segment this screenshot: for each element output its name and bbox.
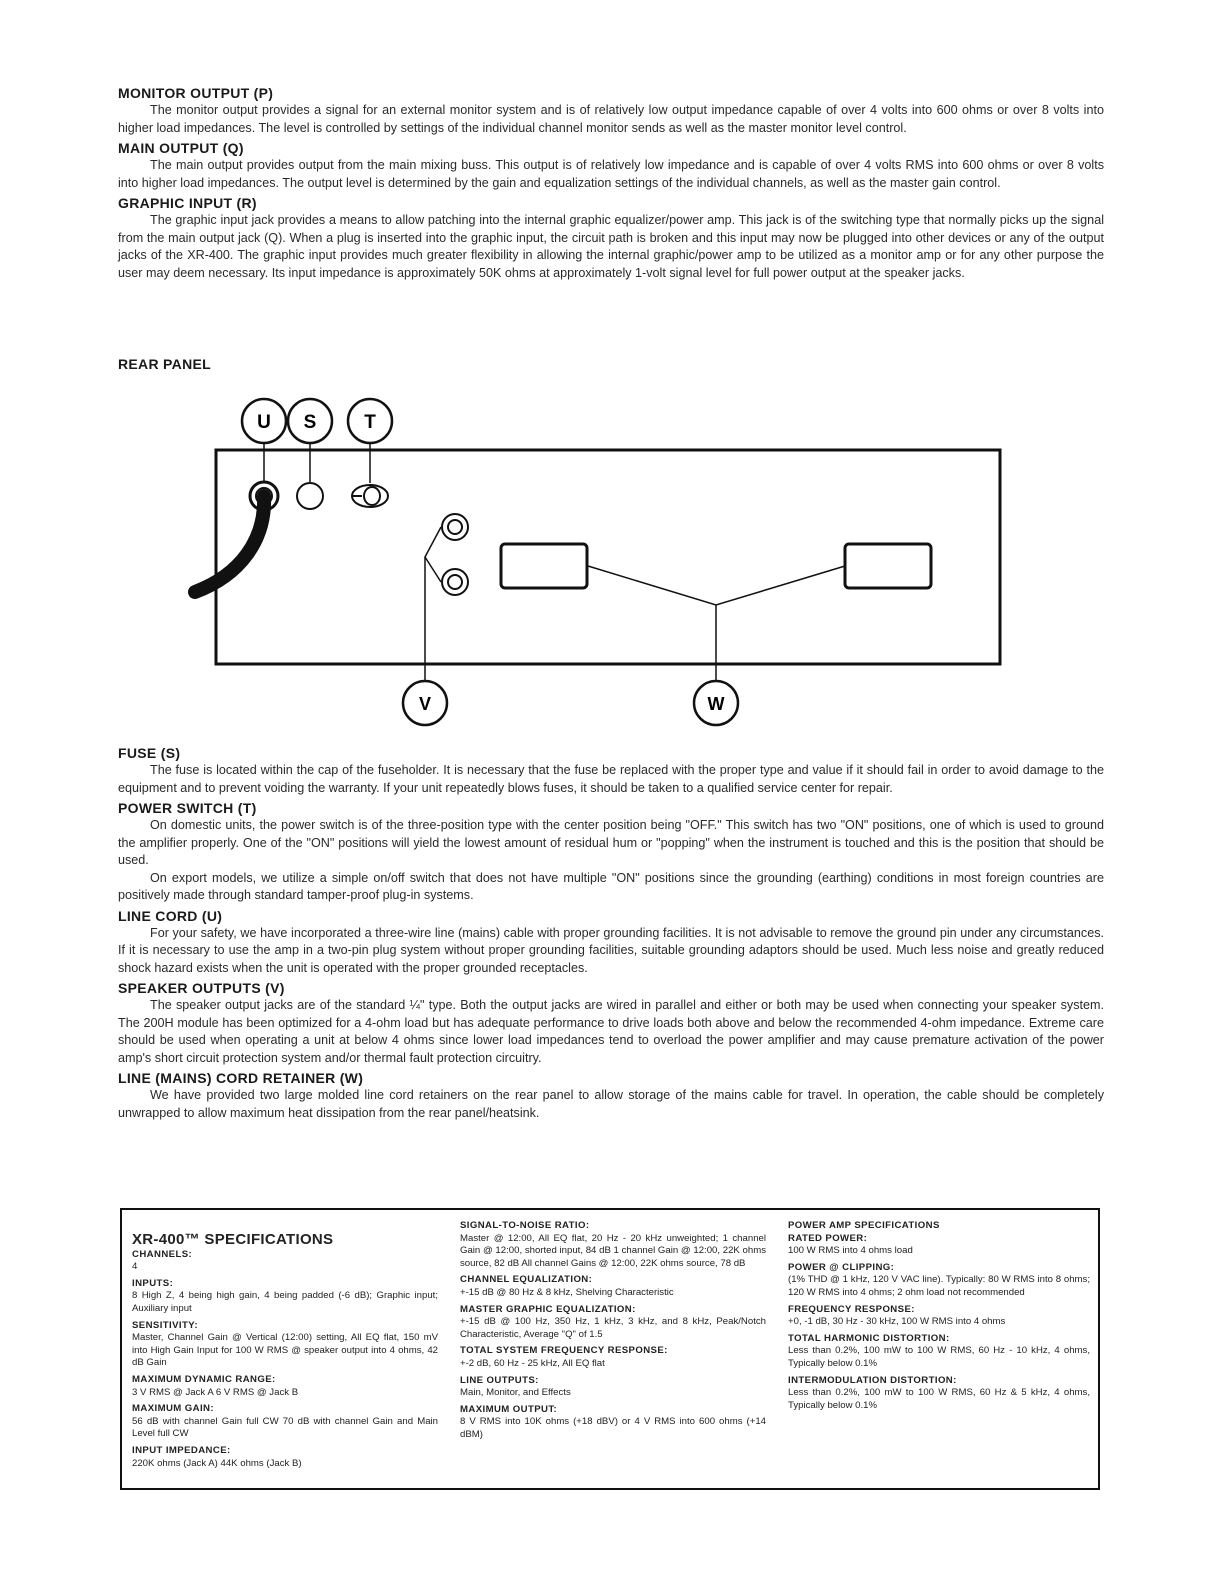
- callout-s-label: S: [303, 412, 317, 433]
- spec-value: 4: [132, 1261, 138, 1273]
- spec-label: TOTAL HARMONIC DISTORTION:: [788, 1332, 950, 1344]
- spec-label: MAXIMUM DYNAMIC RANGE:: [132, 1373, 276, 1385]
- section-paragraph: The speaker output jacks are of the standard ¼" type. Both the output jacks are wired in parallel and either or both may be used when connecting your speaker system. The 200H module has been optimized for a 4-ohm load but has adequate performance to drive loads both above and below the recommended 4-ohm impedance. Extreme care should be used when operating a unit at below 4 ohms since lower load impedances tend to overload the power amplifier and may cause premature activation of the power amp's short circuit protection system and/or thermal fault protection circuitry.: [118, 998, 1104, 1065]
- spec-label: SENSITIVITY:: [132, 1319, 198, 1331]
- section-paragraph: The fuse is located within the cap of the fuseholder. It is necessary that the fuse be replaced with the proper type and value if it should fail in order to avoid damage to the equipment and to prevent voiding the warranty. If your unit repeatedly blows fuses, it should be taken to a qualified service center for repair.: [118, 763, 1104, 795]
- bottom-sections: [118, 744, 1104, 1124]
- section-heading: SPEAKER OUTPUTS (V): [118, 980, 285, 996]
- spec-label: MAXIMUM GAIN:: [132, 1403, 214, 1415]
- callout-u-label: U: [257, 412, 271, 433]
- spec-label: TOTAL SYSTEM FREQUENCY RESPONSE:: [460, 1345, 668, 1357]
- spec-value: +-15 dB @ 100 Hz, 350 Hz, 1 kHz, 3 kHz, and 8 kHz, Peak/Notch Characteristic, Average "Q" of 1.5: [460, 1316, 766, 1340]
- section: [118, 907, 1104, 978]
- speaker-jack-1: [442, 514, 468, 540]
- spec-label: MAXIMUM OUTPUT:: [460, 1403, 558, 1415]
- spec-value: 3 V RMS @ Jack A 6 V RMS @ Jack B: [132, 1386, 299, 1398]
- section-heading: FUSE (S): [118, 745, 181, 761]
- callout-v: [403, 681, 447, 725]
- rear-panel-box: [216, 450, 1000, 664]
- spec-label: INTERMODULATION DISTORTION:: [788, 1374, 957, 1386]
- line-cord: [195, 496, 264, 592]
- section-paragraph: The monitor output provides a signal for an external monitor system and is of relatively low output impedance capable of over 4 volts into 600 ohms or over 8 volts into higher load impedances. The level is controlled by settings of the individual channel monitor sends as well as the master monitor level control.: [118, 103, 1104, 135]
- spec-column-3: [788, 1220, 1090, 1416]
- spec-value: 220K ohms (Jack A) 44K ohms (Jack B): [132, 1457, 302, 1469]
- spec-label: RATED POWER:: [788, 1232, 868, 1244]
- section-heading: LINE (MAINS) CORD RETAINER (W): [118, 1070, 364, 1086]
- spec-value: Master, Channel Gain @ Vertical (12:00) setting, All EQ flat, 150 mV into High Gain Input for 100 W RMS @ speaker output into 4 ohms, 42 dB Gain: [132, 1332, 438, 1369]
- spec-value: Less than 0.2%, 100 mW to 100 W RMS, 60 Hz & 5 kHz, 4 ohms, Typically below 0.1%: [788, 1387, 1090, 1411]
- callout-u: [242, 399, 286, 443]
- rear-panel-diagram: [0, 0, 1224, 744]
- spec-label: POWER AMP SPECIFICATIONS: [788, 1220, 940, 1231]
- spec-value: Master @ 12:00, All EQ flat, 20 Hz - 20 kHz unweighted; 1 channel Gain @ 12:00, shorted input, 84 dB 1 channel Gain @ 12:00, 22K ohms source, 82 dB All channel Gains @ 12:00, 22K ohms source, 78 dB: [460, 1232, 766, 1269]
- spec-label: CHANNELS:: [132, 1248, 193, 1260]
- section-heading: GRAPHIC INPUT (R): [118, 195, 257, 211]
- spec-value: 56 dB with channel Gain full CW 70 dB with channel Gain and Main Level full CW: [132, 1415, 438, 1440]
- section-heading: MAIN OUTPUT (Q): [118, 140, 244, 156]
- section-paragraph: We have provided two large molded line cord retainers on the rear panel to allow storage of the mains cable for travel. In operation, the cable should be completely unwrapped to allow maximum heat dissipation from the rear panel/heatsink.: [118, 1088, 1104, 1120]
- section-paragraph: The graphic input jack provides a means to allow patching into the internal graphic equalizer/power amp. This jack is of the switching type that normally picks up the signal from the main output jack (Q). When a plug is inserted into the graphic input, the circuit path is broken and this input may now be plugged into other devices or any of the output jacks of the XR-400. The graphic input provides much greater flexibility in allowing the internal graphic/power amp to be utilized as a monitor amp or for any other purpose the user may deem necessary. Its input impedance is approximately 50K ohms at approximately 1-volt signal level for full power output at the speaker jacks.: [118, 213, 1104, 280]
- section-heading: LINE CORD (U): [118, 907, 223, 924]
- section-paragraph: For your safety, we have incorporated a three-wire line (mains) cable with proper grounding facilities. It is not advisable to remove the ground pin under any circumstances. If it is necessary to use the amp in a two-pin plug system without proper grounding facilities, suitable grounding adaptors should be used. Much less noise and greatly reduced shock hazard exists when the unit is operated with the proper grounded receptacles.: [118, 925, 1104, 975]
- callout-s: [288, 399, 332, 443]
- section: [118, 1069, 1104, 1122]
- section-heading: MONITOR OUTPUT (P): [118, 85, 274, 101]
- speaker-jack-2: [442, 569, 468, 595]
- spec-value: 8 V RMS into 10K ohms (+18 dBV) or 4 V RMS into 600 ohms (+14 dBM): [460, 1416, 766, 1440]
- rear-panel-heading: REAR PANEL: [118, 356, 211, 372]
- callout-t: [348, 399, 392, 443]
- section-heading: POWER SWITCH (T): [118, 800, 257, 816]
- spec-value: Less than 0.2%, 100 mW to 100 W RMS, 60 Hz - 10 kHz, 4 ohms, Typically below 0.1%: [788, 1345, 1090, 1369]
- spec-label: INPUT IMPEDANCE:: [132, 1444, 231, 1456]
- cord-retainer-right: [845, 544, 931, 588]
- spec-value: +0, -1 dB, 30 Hz - 30 kHz, 100 W RMS into 4 ohms: [788, 1316, 1006, 1328]
- callout-w-label: W: [707, 694, 725, 714]
- section-paragraph: On export models, we utilize a simple on/off switch that does not have multiple "ON" positions since the grounding (earthing) conditions in most foreign countries are positively made through standard tamper-proof plug-in systems.: [118, 870, 1104, 902]
- spec-value: +-2 dB, 60 Hz - 25 kHz, All EQ flat: [460, 1357, 605, 1369]
- cord-retainer-left: [501, 544, 587, 588]
- fuse-holder: [297, 483, 323, 509]
- spec-value: (1% THD @ 1 kHz, 120 V VAC line). Typically: 80 W RMS into 8 ohms; 120 W RMS into 4 ohms; 2 ohm load not recommended: [788, 1274, 1090, 1298]
- spec-label: LINE OUTPUTS:: [460, 1374, 539, 1386]
- section-paragraph: On domestic units, the power switch is of the three-position type with the center position being "OFF." This switch has two "ON" positions, one of which is used to ground the amplifier properly. One of the "ON" positions will yield the lowest amount of residual hum or "popping" when the instrument is touched and this is the position that should be used.: [118, 818, 1104, 867]
- spec-label: CHANNEL EQUALIZATION:: [460, 1274, 593, 1286]
- spec-value: 8 High Z, 4 being high gain, 4 being padded (-6 dB); Graphic input; Auxiliary input: [132, 1290, 438, 1314]
- spec-label: POWER @ CLIPPING:: [788, 1261, 895, 1273]
- spec-label: SIGNAL-TO-NOISE RATIO:: [460, 1220, 590, 1231]
- spec-label: INPUTS:: [132, 1277, 174, 1289]
- section: [118, 799, 1104, 905]
- callout-v-label: V: [418, 694, 432, 714]
- callout-t-label: T: [364, 412, 376, 433]
- section-paragraph: The main output provides output from the main mixing buss. This output is of relatively low impedance and is capable of over 4 volts RMS into 600 ohms or over 8 volts into higher load impedances. The output level is determined by the gain and equalization settings of the individual channels, as well as the master gain control.: [118, 158, 1104, 190]
- spec-column-2: [460, 1220, 766, 1446]
- spec-label: MASTER GRAPHIC EQUALIZATION:: [460, 1303, 636, 1315]
- spec-title: XR-400™ SPECIFICATIONS: [132, 1231, 334, 1248]
- spec-value: Main, Monitor, and Effects: [460, 1387, 571, 1399]
- spec-value: 100 W RMS into 4 ohms load: [788, 1245, 913, 1257]
- spec-value: +-15 dB @ 80 Hz & 8 kHz, Shelving Characteristic: [460, 1286, 674, 1298]
- specifications-box: [120, 1208, 1100, 1490]
- spec-column-1: [132, 1231, 438, 1474]
- section: [118, 744, 1104, 797]
- spec-label: FREQUENCY RESPONSE:: [788, 1303, 915, 1315]
- callout-w: [694, 681, 738, 725]
- section: [118, 979, 1104, 1067]
